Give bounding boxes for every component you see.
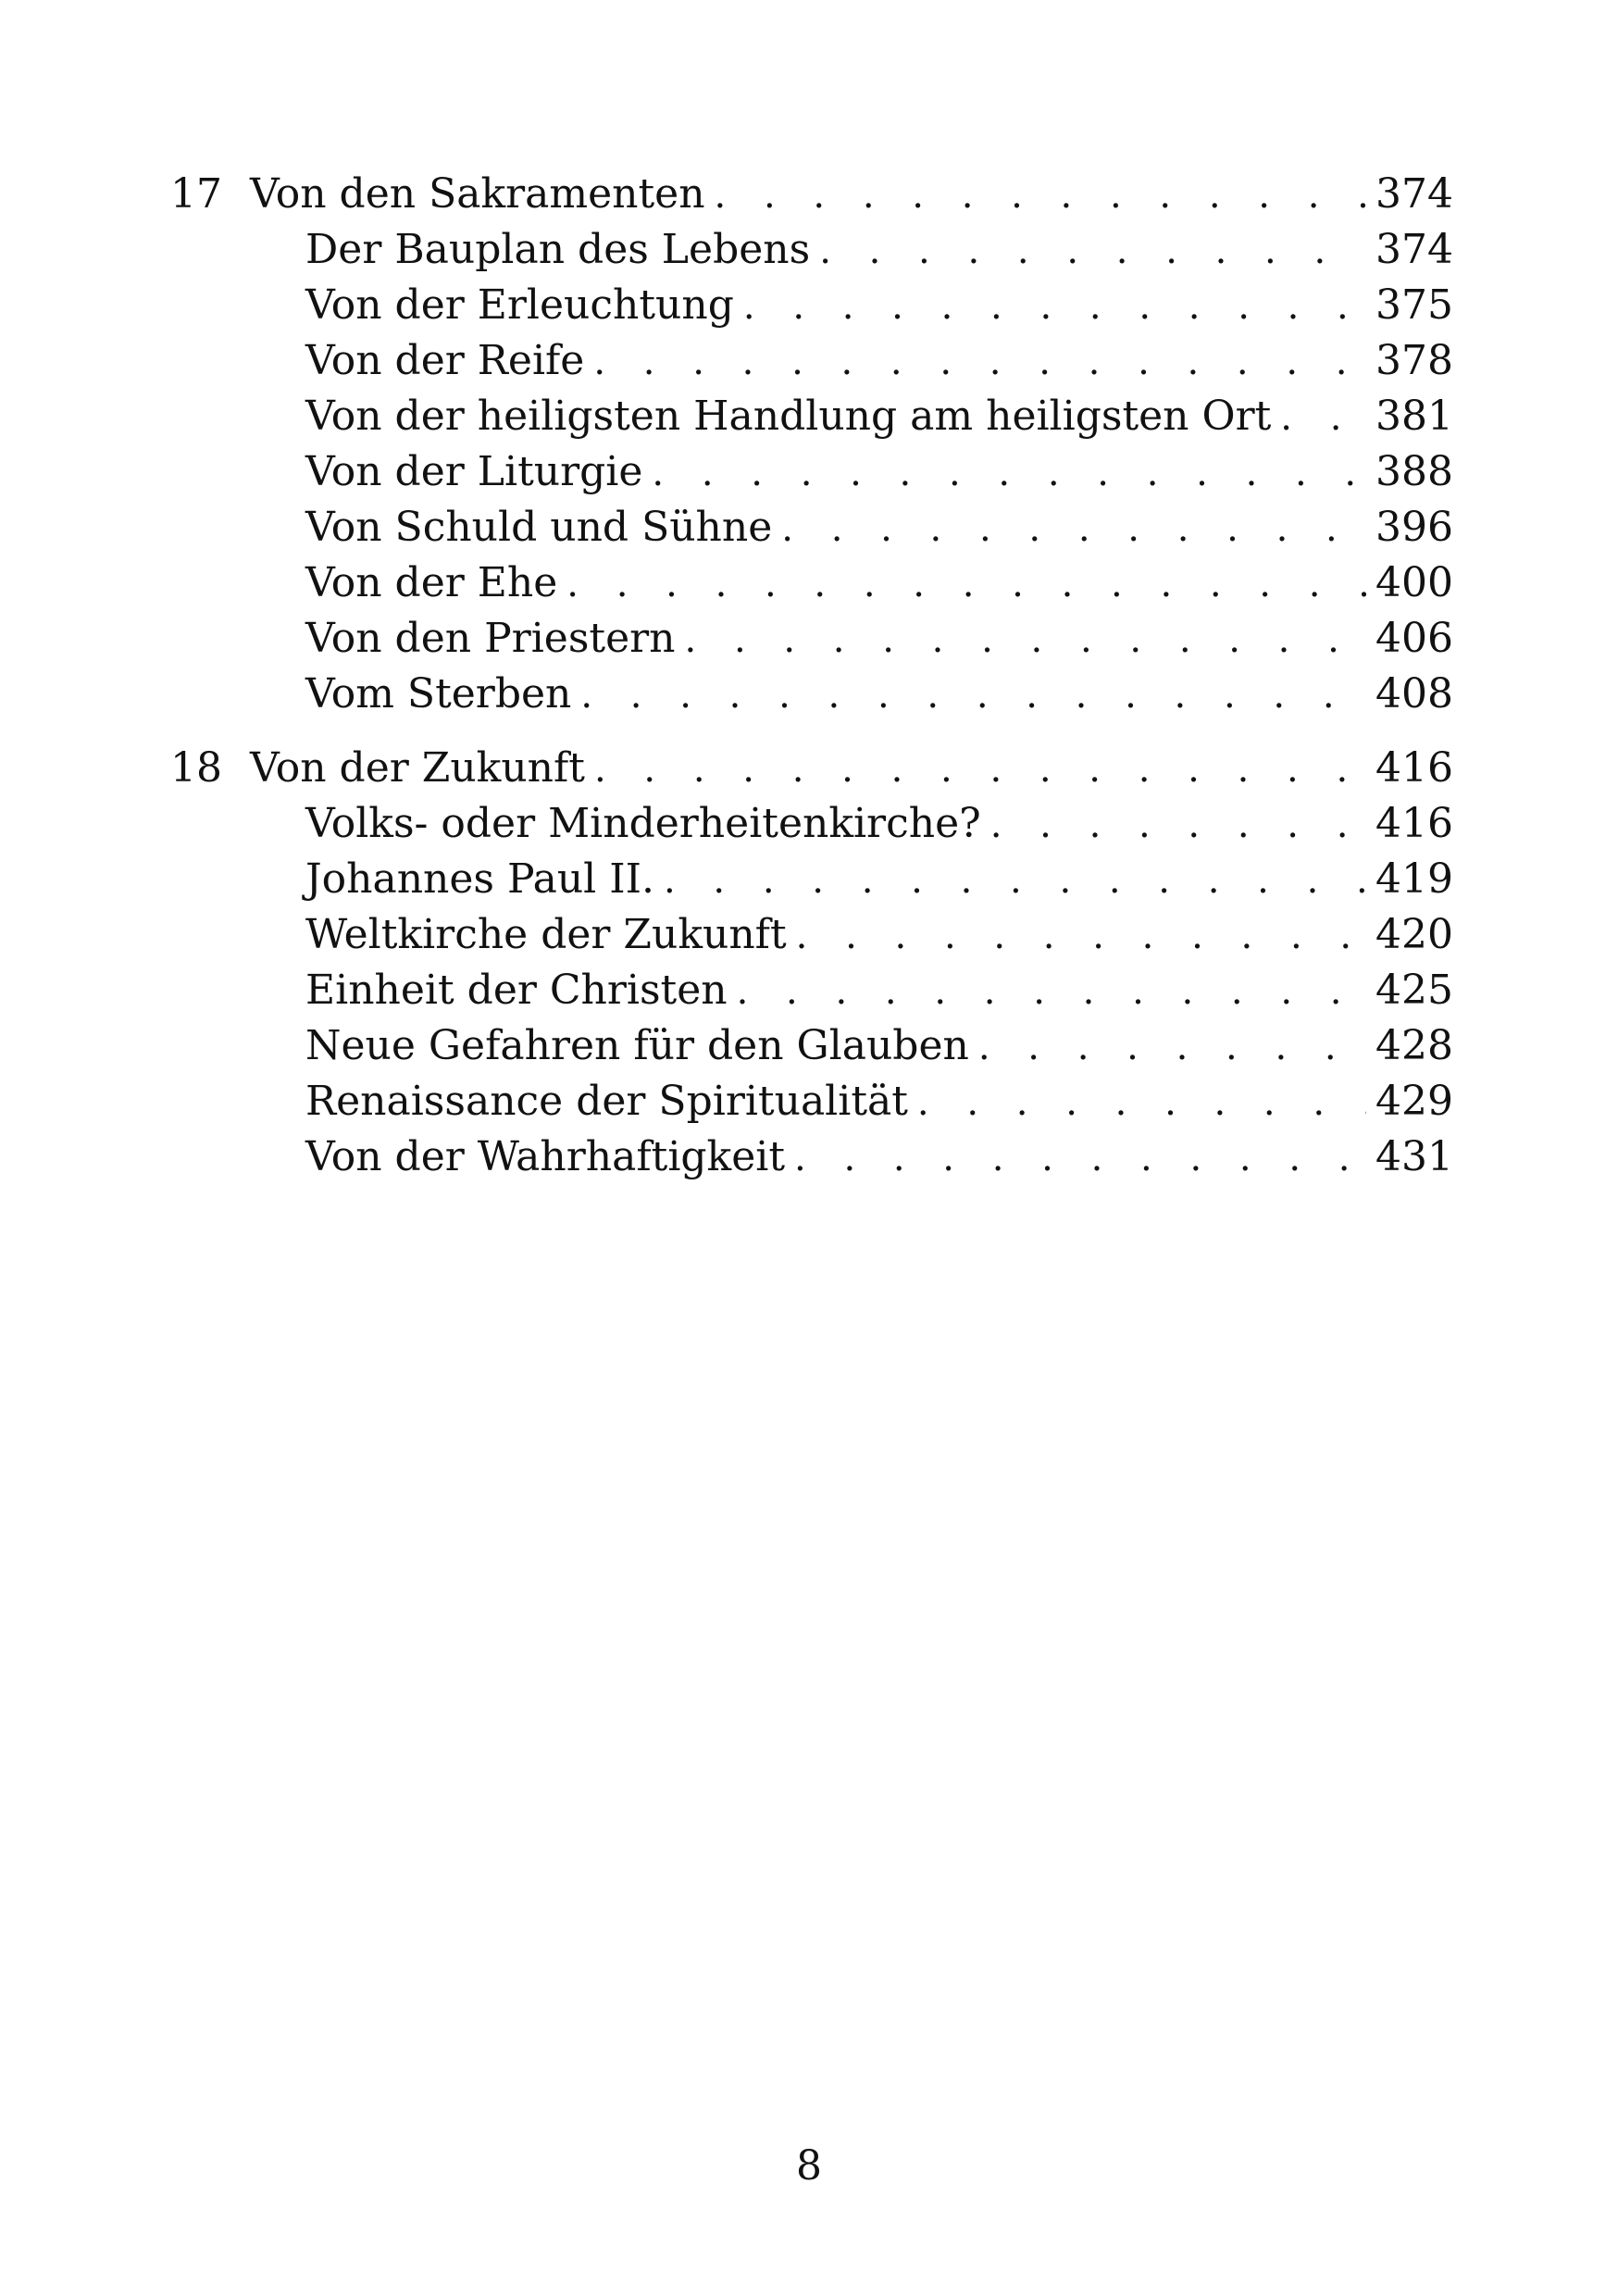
toc-section-entry[interactable] [170, 333, 1453, 389]
section-title: Neue Gefahren für den Glauben [305, 1022, 969, 1069]
dot-leader [819, 223, 1366, 279]
footer-page-number: 8 [796, 2142, 822, 2190]
section-title: Einheit der Christen [305, 967, 728, 1014]
toc-section-entry[interactable] [170, 1129, 1453, 1185]
page-number: 425 [1375, 967, 1453, 1014]
toc-section-entry[interactable] [170, 611, 1453, 667]
dot-leader [566, 556, 1366, 612]
section-title: Von den Priestern [305, 615, 676, 662]
page-number: 378 [1375, 337, 1453, 384]
toc-section-entry[interactable] [170, 444, 1453, 500]
section-title: Der Bauplan des Lebens [305, 226, 811, 273]
section-title: Von der heiligsten Handlung am heiligsten Ort [305, 393, 1272, 440]
dot-leader [664, 853, 1366, 908]
dot-leader [743, 279, 1366, 334]
page-number: 406 [1375, 615, 1453, 662]
toc-section-entry[interactable] [170, 555, 1453, 611]
dot-leader [737, 964, 1366, 1019]
toc-section-entry[interactable] [170, 852, 1453, 907]
page-number: 419 [1375, 855, 1453, 903]
dot-leader [794, 1130, 1366, 1186]
section-title: Volks- oder Minderheitenkirche? [305, 800, 981, 847]
toc-chapter [170, 167, 1453, 722]
toc-chapter-entry[interactable] [170, 741, 1453, 796]
page-number: 381 [1375, 393, 1453, 440]
section-title: Johannes Paul II. [305, 855, 654, 903]
dot-leader [593, 334, 1366, 390]
section-title: Von der Wahrhaftigkeit [305, 1133, 786, 1180]
page-footer [0, 2139, 1618, 2194]
page-number: 429 [1375, 1078, 1453, 1125]
section-title: Von der Reife [305, 337, 585, 384]
page-number: 431 [1375, 1133, 1453, 1180]
dot-leader [990, 797, 1366, 853]
page-number: 408 [1375, 670, 1453, 718]
toc-section-entry[interactable] [170, 222, 1453, 278]
page-number: 396 [1375, 504, 1453, 551]
toc-section-entry[interactable] [170, 500, 1453, 555]
section-title: Weltkirche der Zukunft [305, 911, 787, 958]
dot-leader [1280, 390, 1366, 445]
page-number: 420 [1375, 911, 1453, 958]
dot-leader [781, 501, 1366, 556]
dot-leader [978, 1019, 1366, 1075]
toc-section-entry[interactable] [170, 389, 1453, 444]
dot-leader [917, 1075, 1366, 1130]
dot-leader [594, 742, 1366, 797]
toc-section-entry[interactable] [170, 1074, 1453, 1129]
chapter-number: 17 [170, 170, 222, 218]
page-number: 388 [1375, 448, 1453, 495]
page-number: 416 [1375, 800, 1453, 847]
page-number: 416 [1375, 744, 1453, 792]
section-title: Von der Liturgie [305, 448, 643, 495]
table-of-contents [170, 167, 1453, 1204]
section-title: Von der Erleuchtung [305, 281, 734, 329]
dot-leader [715, 168, 1366, 223]
toc-section-entry[interactable] [170, 796, 1453, 852]
page-number: 375 [1375, 281, 1453, 329]
toc-section-entry[interactable] [170, 667, 1453, 722]
chapter-number: 18 [170, 744, 222, 792]
section-title: Vom Sterben [305, 670, 572, 718]
section-title: Von Schuld und Sühne [305, 504, 773, 551]
chapter-title: Von den Sakramenten [250, 170, 705, 218]
dot-leader [685, 612, 1367, 668]
toc-chapter-entry[interactable] [170, 167, 1453, 222]
page-number: 400 [1375, 559, 1453, 606]
dot-leader [796, 908, 1366, 964]
toc-section-entry[interactable] [170, 963, 1453, 1018]
toc-section-entry[interactable] [170, 907, 1453, 963]
toc-chapter [170, 741, 1453, 1185]
toc-section-entry[interactable] [170, 278, 1453, 333]
section-title: Von der Ehe [305, 559, 558, 606]
page-number: 374 [1375, 170, 1453, 218]
section-title: Renaissance der Spiritualität [305, 1078, 908, 1125]
toc-section-entry[interactable] [170, 1018, 1453, 1074]
page-number: 428 [1375, 1022, 1453, 1069]
dot-leader [580, 668, 1366, 723]
dot-leader [652, 445, 1366, 501]
chapter-title: Von der Zukunft [250, 744, 585, 792]
page-number: 374 [1375, 226, 1453, 273]
